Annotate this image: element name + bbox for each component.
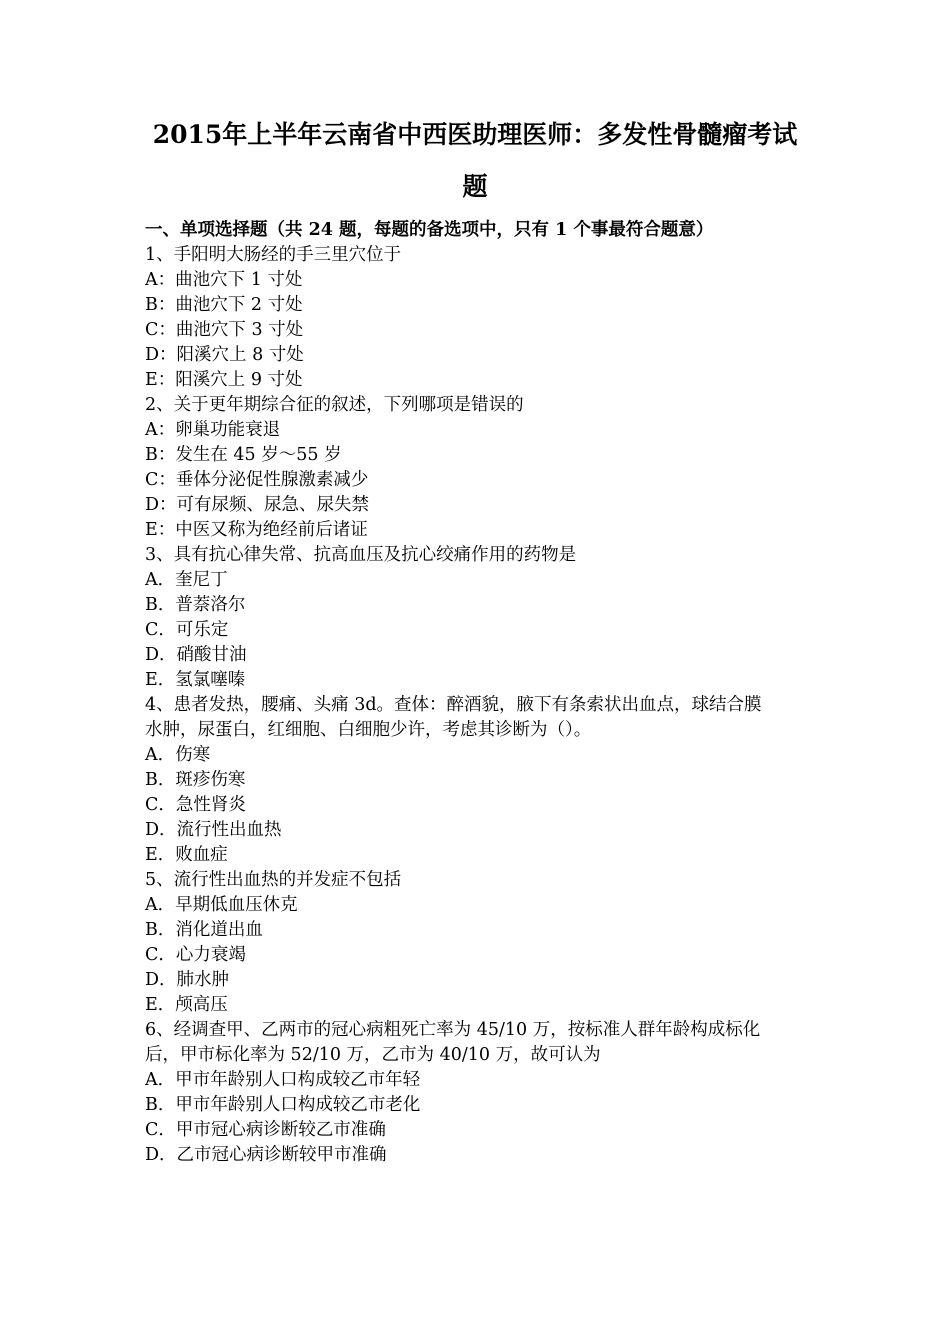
answer-option: C．可乐定 [145, 620, 229, 640]
answer-option: D：可有尿频、尿急、尿失禁 [145, 495, 370, 515]
answer-option: E．败血症 [145, 845, 228, 865]
question [145, 243, 825, 393]
question [145, 393, 825, 543]
question-stem: 4、患者发热，腰痛、头痛 3d。查体：醉酒貌，腋下有条索状出血点，球结合膜 [145, 695, 762, 715]
answer-option: D．硝酸甘油 [145, 645, 247, 665]
answer-option: D：阳溪穴上 8 寸处 [145, 345, 304, 365]
document-title: 2015年上半年云南省中西医助理医师：多发性骨髓瘤考试 [152, 120, 798, 149]
question-stem: 6、经调查甲、乙两市的冠心病粗死亡率为 45/10 万，按标准人群年龄构成标化 [145, 1020, 761, 1040]
question-stem: 2、关于更年期综合征的叙述，下列哪项是错误的 [145, 395, 524, 415]
answer-option: E．颅高压 [145, 995, 228, 1015]
answer-option: E：阳溪穴上 9 寸处 [145, 370, 303, 390]
answer-option: B．斑疹伤寒 [145, 770, 246, 790]
question-stem: 3、具有抗心律失常、抗高血压及抗心绞痛作用的药物是 [145, 545, 577, 565]
section-heading: 一、单项选择题（共 24 题，每题的备选项中，只有 1 个事最符合题意） [145, 220, 714, 240]
answer-option: C．心力衰竭 [145, 945, 246, 965]
answer-option: D．乙市冠心病诊断较甲市准确 [145, 1145, 387, 1165]
answer-option: C：垂体分泌促性腺激素减少 [145, 470, 369, 490]
question-stem: 5、流行性出血热的并发症不包括 [145, 870, 402, 890]
answer-option: C．甲市冠心病诊断较乙市准确 [145, 1120, 386, 1140]
answer-option: A：卵巢功能衰退 [145, 420, 281, 440]
question-stem-continued: 后，甲市标化率为 52/10 万，乙市为 40/10 万，故可认为 [145, 1045, 601, 1065]
document-body [145, 218, 825, 1168]
answer-option: C：曲池穴下 3 寸处 [145, 320, 304, 340]
answer-option: A．早期低血压休克 [145, 895, 298, 915]
question [145, 693, 825, 868]
question [145, 1018, 825, 1168]
answer-option: D．肺水肿 [145, 970, 230, 990]
question-stem-continued: 水肿，尿蛋白，红细胞、白细胞少许，考虑其诊断为（）。 [145, 720, 592, 740]
answer-option: E：中医又称为绝经前后诸证 [145, 520, 368, 540]
answer-option: A．奎尼丁 [145, 570, 228, 590]
question-stem: 1、手阳明大肠经的手三里穴位于 [145, 245, 402, 265]
answer-option: E．氢氯噻嗪 [145, 670, 246, 690]
answer-option: B．普萘洛尔 [145, 595, 246, 615]
answer-option: B．甲市年龄别人口构成较乙市老化 [145, 1095, 421, 1115]
answer-option: B：曲池穴下 2 寸处 [145, 295, 303, 315]
answer-option: A：曲池穴下 1 寸处 [145, 270, 303, 290]
question [145, 868, 825, 1018]
document-title-continued: 题 [462, 172, 488, 201]
answer-option: D．流行性出血热 [145, 820, 282, 840]
answer-option: A．伤寒 [145, 745, 211, 765]
answer-option: C．急性肾炎 [145, 795, 246, 815]
answer-option: B：发生在 45 岁～55 岁 [145, 445, 342, 465]
answer-option: B．消化道出血 [145, 920, 263, 940]
answer-option: A．甲市年龄别人口构成较乙市年轻 [145, 1070, 421, 1090]
question [145, 543, 825, 693]
